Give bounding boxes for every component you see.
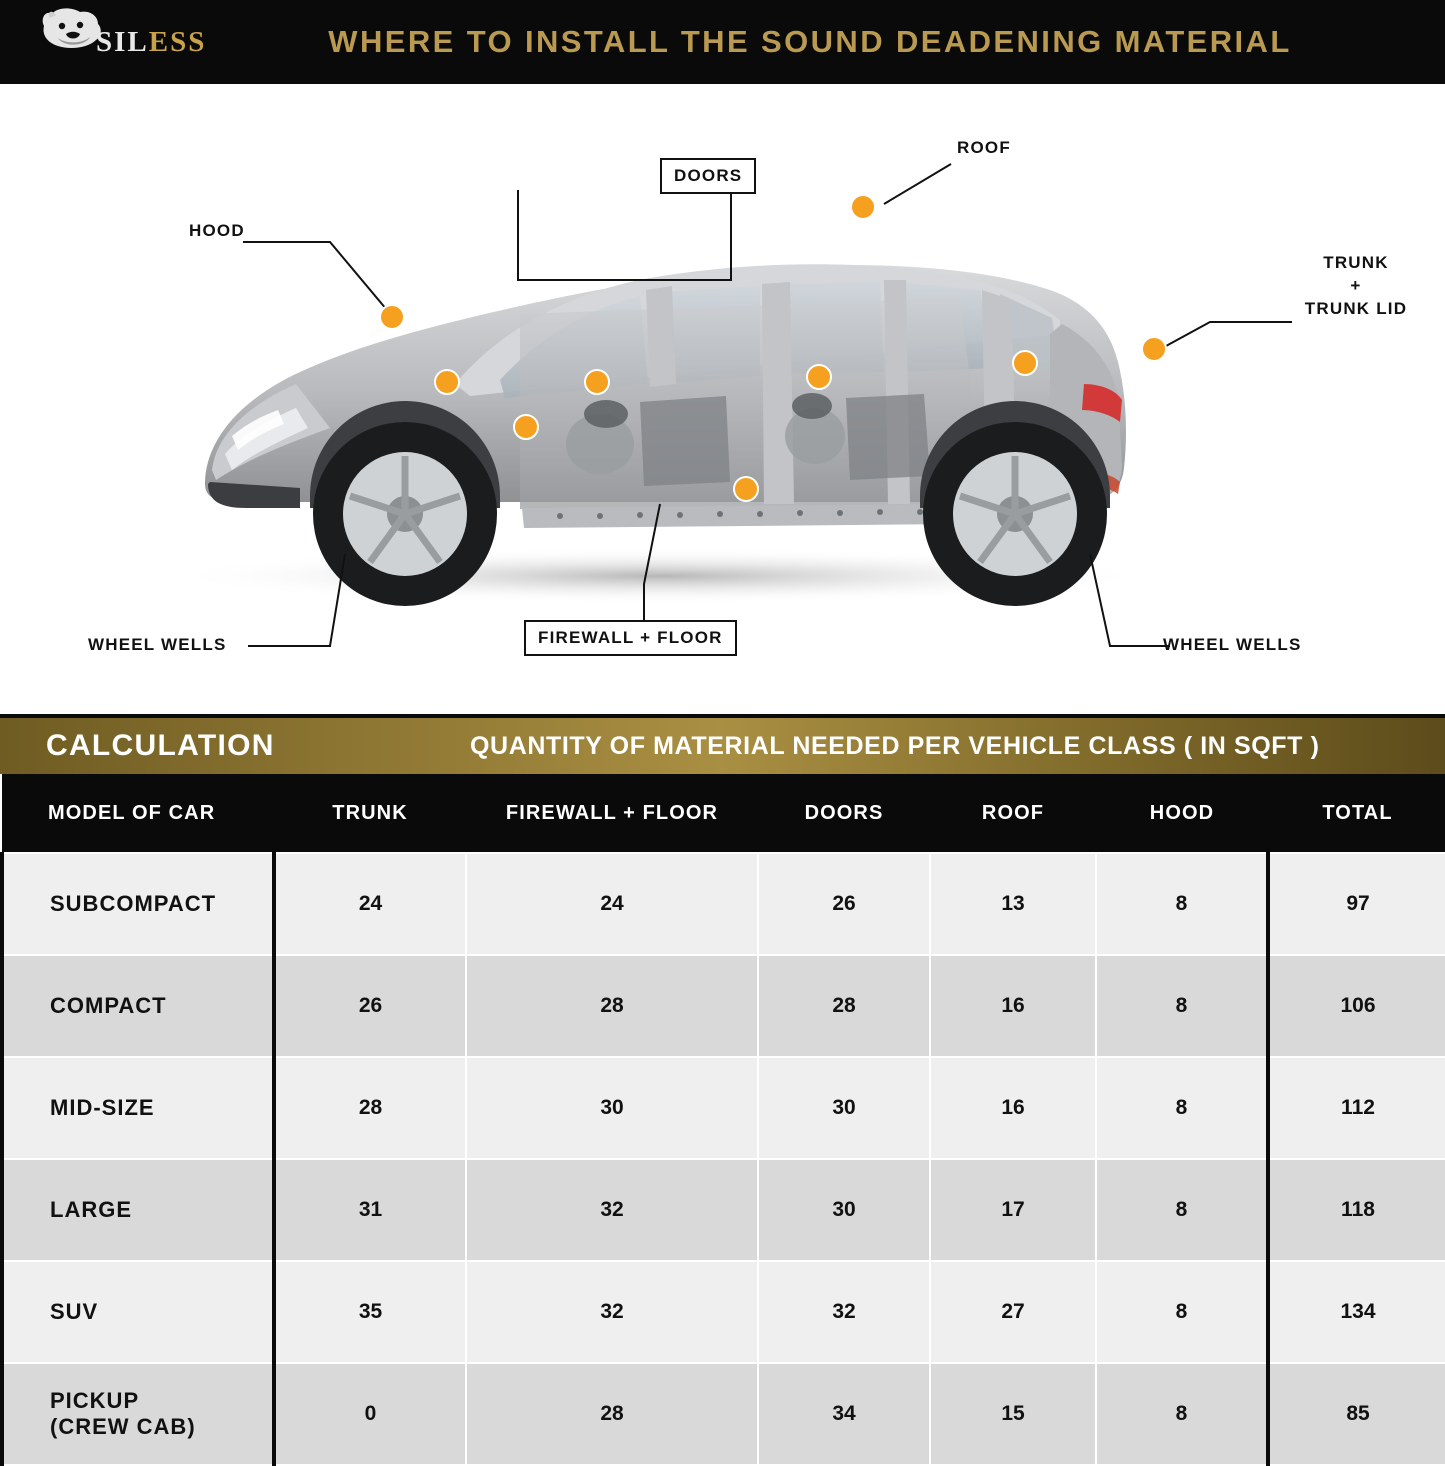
cell-roof: 27 xyxy=(930,1261,1096,1363)
brand-name-part2: ESS xyxy=(148,26,207,58)
cell-model-line2: (CREW CAB) xyxy=(50,1414,196,1439)
label-wheel-wells-left: WHEEL WELLS xyxy=(88,635,227,654)
label-trunk xyxy=(1296,252,1416,321)
cell-trunk: 35 xyxy=(274,1261,466,1363)
cell-trunk: 24 xyxy=(274,853,466,955)
cell-firewall-floor: 28 xyxy=(466,1363,758,1465)
hotspot-firewall[interactable] xyxy=(513,414,539,440)
cell-model: SUV xyxy=(2,1261,274,1363)
cell-doors: 34 xyxy=(758,1363,930,1465)
cell-firewall-floor: 24 xyxy=(466,853,758,955)
calculation-section xyxy=(0,714,1445,1449)
material-quantity-table xyxy=(0,774,1445,1466)
label-hood: HOOD xyxy=(189,221,245,240)
hotspot-rear-quarter[interactable] xyxy=(1012,350,1038,376)
cell-model: SUBCOMPACT xyxy=(2,853,274,955)
brand-name-part1: SIL xyxy=(96,26,149,58)
cell-hood: 8 xyxy=(1096,1159,1268,1261)
cell-doors: 30 xyxy=(758,1057,930,1159)
label-firewall-floor: FIREWALL + FLOOR xyxy=(524,620,737,656)
cell-hood: 8 xyxy=(1096,1057,1268,1159)
cell-total: 97 xyxy=(1268,853,1445,955)
th-total: TOTAL xyxy=(1268,774,1445,853)
cell-hood: 8 xyxy=(1096,955,1268,1057)
hotspot-front-door[interactable] xyxy=(584,369,610,395)
calculation-banner-title: CALCULATION xyxy=(46,729,275,762)
cell-doors: 28 xyxy=(758,955,930,1057)
brand-logo xyxy=(0,0,215,84)
cell-hood: 8 xyxy=(1096,1261,1268,1363)
cell-total: 106 xyxy=(1268,955,1445,1057)
th-trunk: TRUNK xyxy=(274,774,466,853)
cell-roof: 16 xyxy=(930,1057,1096,1159)
table-row xyxy=(2,1261,1445,1363)
cell-trunk: 28 xyxy=(274,1057,466,1159)
cell-total: 85 xyxy=(1268,1363,1445,1465)
page-title: WHERE TO INSTALL THE SOUND DEADENING MATERIAL xyxy=(328,24,1292,59)
hotspot-rear-door[interactable] xyxy=(806,364,832,390)
th-doors: DOORS xyxy=(758,774,930,853)
cell-trunk: 0 xyxy=(274,1363,466,1465)
table-row xyxy=(2,1363,1445,1465)
cell-firewall-floor: 28 xyxy=(466,955,758,1057)
th-firewall-floor: FIREWALL + FLOOR xyxy=(466,774,758,853)
cell-doors: 26 xyxy=(758,853,930,955)
cell-model: COMPACT xyxy=(2,955,274,1057)
cell-roof: 13 xyxy=(930,853,1096,955)
table-header-row xyxy=(2,774,1445,853)
hotspot-hood[interactable] xyxy=(379,304,405,330)
cell-doors: 32 xyxy=(758,1261,930,1363)
hotspot-roof[interactable] xyxy=(850,194,876,220)
label-trunk-line3: TRUNK LID xyxy=(1304,298,1408,318)
cell-trunk: 31 xyxy=(274,1159,466,1261)
cell-total: 134 xyxy=(1268,1261,1445,1363)
hotspot-floor[interactable] xyxy=(733,476,759,502)
cell-total: 118 xyxy=(1268,1159,1445,1261)
cell-model-line1: PICKUP xyxy=(50,1388,140,1413)
cell-roof: 15 xyxy=(930,1363,1096,1465)
cell-total: 112 xyxy=(1268,1057,1445,1159)
label-wheel-wells-right: WHEEL WELLS xyxy=(1163,635,1302,654)
rear-wheel xyxy=(923,422,1107,606)
table-row xyxy=(2,1159,1445,1261)
cell-firewall-floor: 32 xyxy=(466,1159,758,1261)
label-trunk-line2: + xyxy=(1350,275,1362,295)
cell-hood: 8 xyxy=(1096,1363,1268,1465)
hotspot-front-wheel-well[interactable] xyxy=(434,369,460,395)
label-roof: ROOF xyxy=(957,138,1011,157)
vehicle-diagram xyxy=(0,84,1445,714)
page-header xyxy=(0,0,1445,84)
table-row xyxy=(2,853,1445,955)
calculation-banner xyxy=(0,718,1445,774)
cell-roof: 16 xyxy=(930,955,1096,1057)
table-row xyxy=(2,955,1445,1057)
cell-trunk: 26 xyxy=(274,955,466,1057)
label-doors: DOORS xyxy=(660,158,756,194)
cell-firewall-floor: 32 xyxy=(466,1261,758,1363)
hotspot-trunk[interactable] xyxy=(1141,336,1167,362)
th-model: MODEL OF CAR xyxy=(2,774,274,853)
cell-roof: 17 xyxy=(930,1159,1096,1261)
th-hood: HOOD xyxy=(1096,774,1268,853)
cell-firewall-floor: 30 xyxy=(466,1057,758,1159)
doors-bracket xyxy=(518,190,731,280)
calculation-banner-subtitle: QUANTITY OF MATERIAL NEEDED PER VEHICLE CLASS ( IN SQFT ) xyxy=(470,731,1320,760)
cell-model: MID-SIZE xyxy=(2,1057,274,1159)
cell-model xyxy=(2,1363,274,1465)
label-trunk-line1: TRUNK xyxy=(1323,253,1389,272)
cell-model: LARGE xyxy=(2,1159,274,1261)
cell-hood: 8 xyxy=(1096,853,1268,955)
th-roof: ROOF xyxy=(930,774,1096,853)
cell-doors: 30 xyxy=(758,1159,930,1261)
brand-name xyxy=(96,26,206,59)
table-row xyxy=(2,1057,1445,1159)
